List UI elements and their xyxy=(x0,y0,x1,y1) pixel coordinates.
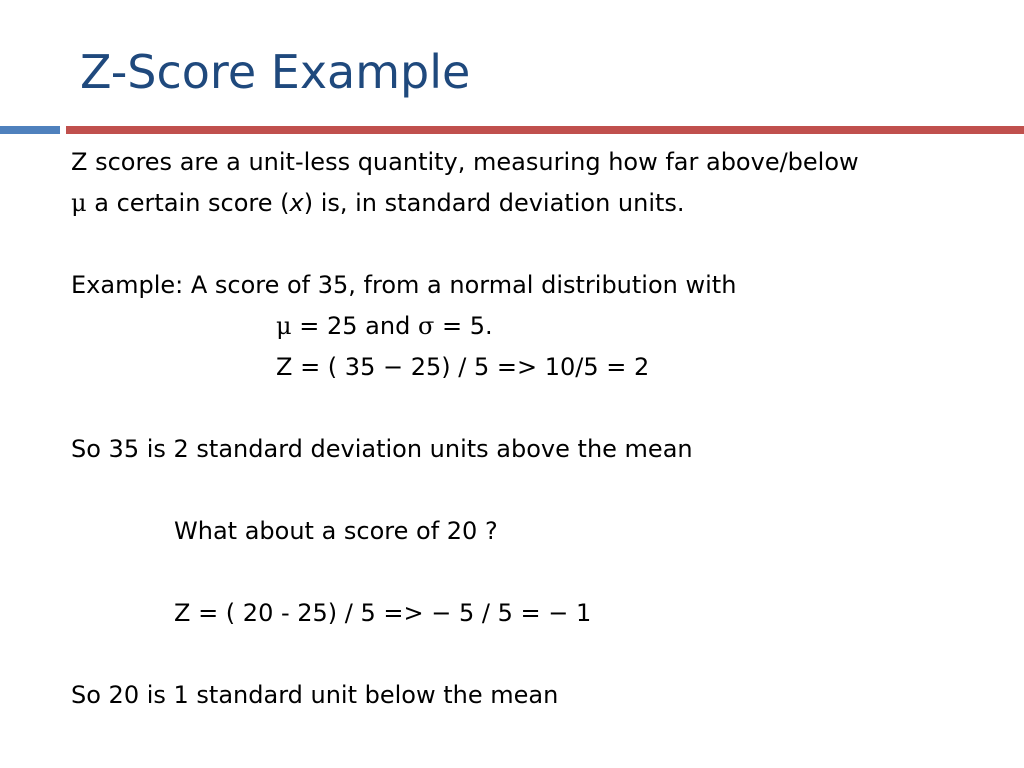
blank-line xyxy=(71,224,1011,265)
slide-title: Z-Score Example xyxy=(80,45,471,99)
sigma-symbol: σ xyxy=(417,312,435,340)
params-mu-text: = 25 and xyxy=(291,312,418,340)
title-rule-right xyxy=(66,126,1024,134)
intro-line-1: Z scores are a unit-less quantity, measuring how far above/below xyxy=(71,148,859,176)
blank-line xyxy=(71,552,1011,593)
intro-line-2-part-a: a certain score ( xyxy=(86,189,290,217)
question-conclusion: So 20 is 1 standard unit below the mean xyxy=(71,681,559,709)
mu-symbol: μ xyxy=(276,312,292,340)
question-prompt: What about a score of 20 ? xyxy=(174,517,498,545)
example-header: Example: A score of 35, from a normal distribution with xyxy=(71,271,737,299)
title-rule-left xyxy=(0,126,60,134)
blank-line xyxy=(71,388,1011,429)
intro-line-2-part-b: ) is, in standard deviation units. xyxy=(303,189,685,217)
question-z-formula: Z = ( 20 - 25) / 5 => − 5 / 5 = − 1 xyxy=(174,599,592,627)
example-conclusion: So 35 is 2 standard deviation units above the mean xyxy=(71,435,693,463)
example-params xyxy=(71,306,1011,347)
variable-x: x xyxy=(289,189,304,217)
intro-line-2 xyxy=(71,183,1011,224)
slide-body xyxy=(71,142,1011,716)
blank-line xyxy=(71,634,1011,675)
mu-symbol: μ xyxy=(71,189,87,217)
blank-line xyxy=(71,470,1011,511)
params-sigma-text: = 5. xyxy=(434,312,493,340)
example-z-formula: Z = ( 35 − 25) / 5 => 10/5 = 2 xyxy=(276,353,650,381)
